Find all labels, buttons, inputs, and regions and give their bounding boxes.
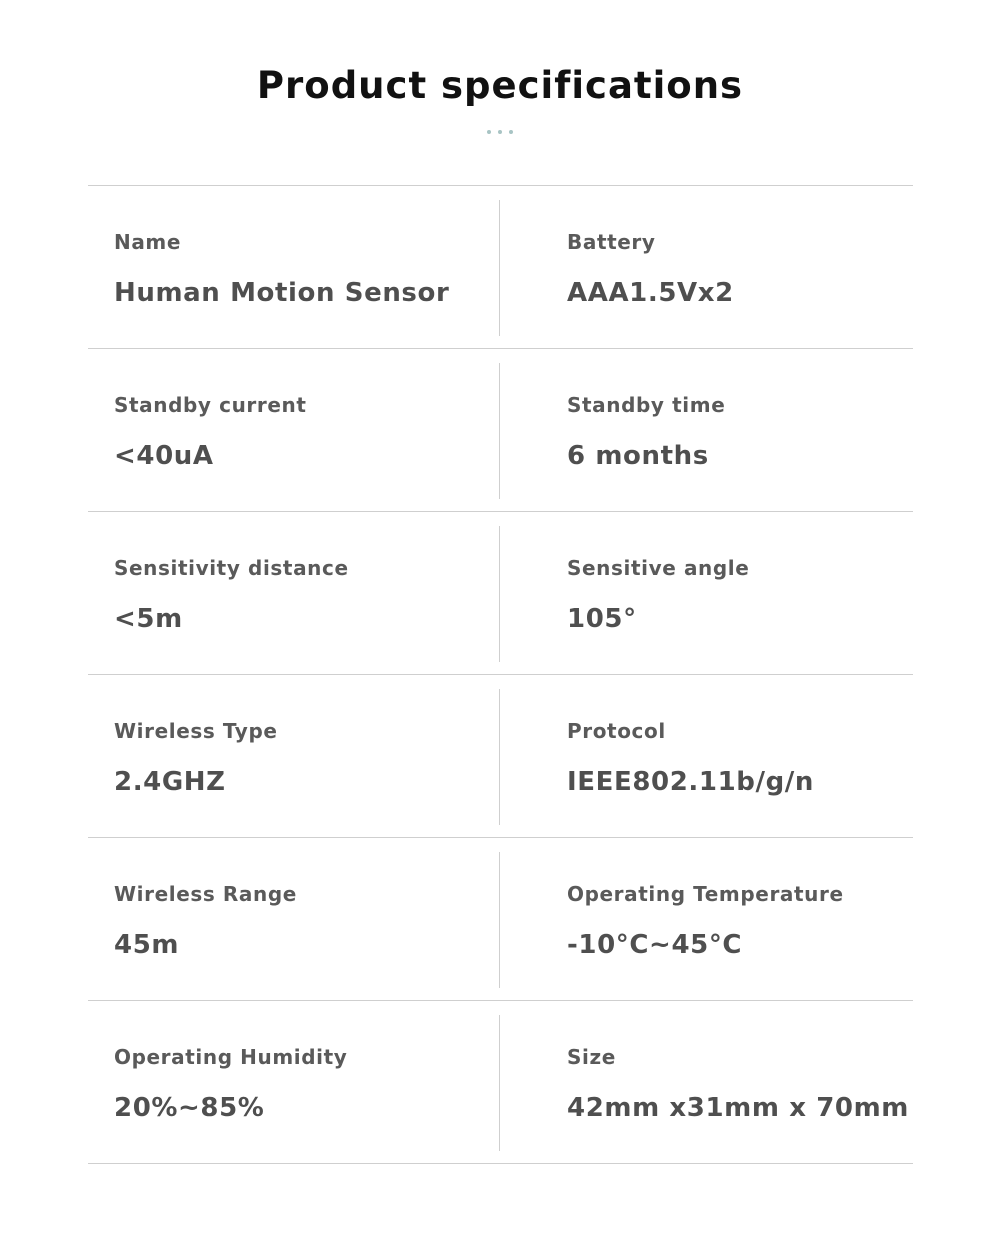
spec-value: IEEE802.11b/g/n <box>567 767 815 797</box>
spec-value: 105° <box>567 604 637 634</box>
spec-label: Battery <box>567 230 656 254</box>
spec-label: Name <box>114 230 182 254</box>
spec-label: Standby current <box>114 393 307 417</box>
spec-label: Sensitive angle <box>567 556 750 580</box>
spec-row <box>88 1001 913 1164</box>
spec-label: Wireless Type <box>114 719 278 743</box>
spec-row <box>88 512 913 675</box>
spec-value: AAA1.5Vx2 <box>567 278 734 308</box>
spec-label: Operating Humidity <box>114 1045 348 1069</box>
spec-row <box>88 675 913 838</box>
dot-icon <box>509 130 513 134</box>
spec-label: Protocol <box>567 719 666 743</box>
spec-value: <40uA <box>114 441 214 471</box>
spec-row <box>88 349 913 512</box>
spec-value: Human Motion Sensor <box>114 278 450 308</box>
spec-label: Sensitivity distance <box>114 556 349 580</box>
spec-value: -10°C~45°C <box>567 930 743 960</box>
page-title: Product specifications <box>256 64 744 107</box>
spec-row <box>88 186 913 349</box>
spec-value: 45m <box>114 930 180 960</box>
dot-icon <box>498 130 502 134</box>
decorative-dots <box>0 130 1000 134</box>
spec-value: 20%~85% <box>114 1093 265 1123</box>
spec-label: Standby time <box>567 393 726 417</box>
spec-label: Wireless Range <box>114 882 297 906</box>
spec-value: 2.4GHZ <box>114 767 226 797</box>
dot-icon <box>487 130 491 134</box>
spec-table <box>88 185 913 1164</box>
spec-label: Operating Temperature <box>567 882 844 906</box>
spec-row <box>88 838 913 1001</box>
spec-value: 42mm x31mm x 70mm <box>567 1093 909 1123</box>
spec-value: 6 months <box>567 441 709 471</box>
spec-label: Size <box>567 1045 616 1069</box>
spec-value: <5m <box>114 604 183 634</box>
